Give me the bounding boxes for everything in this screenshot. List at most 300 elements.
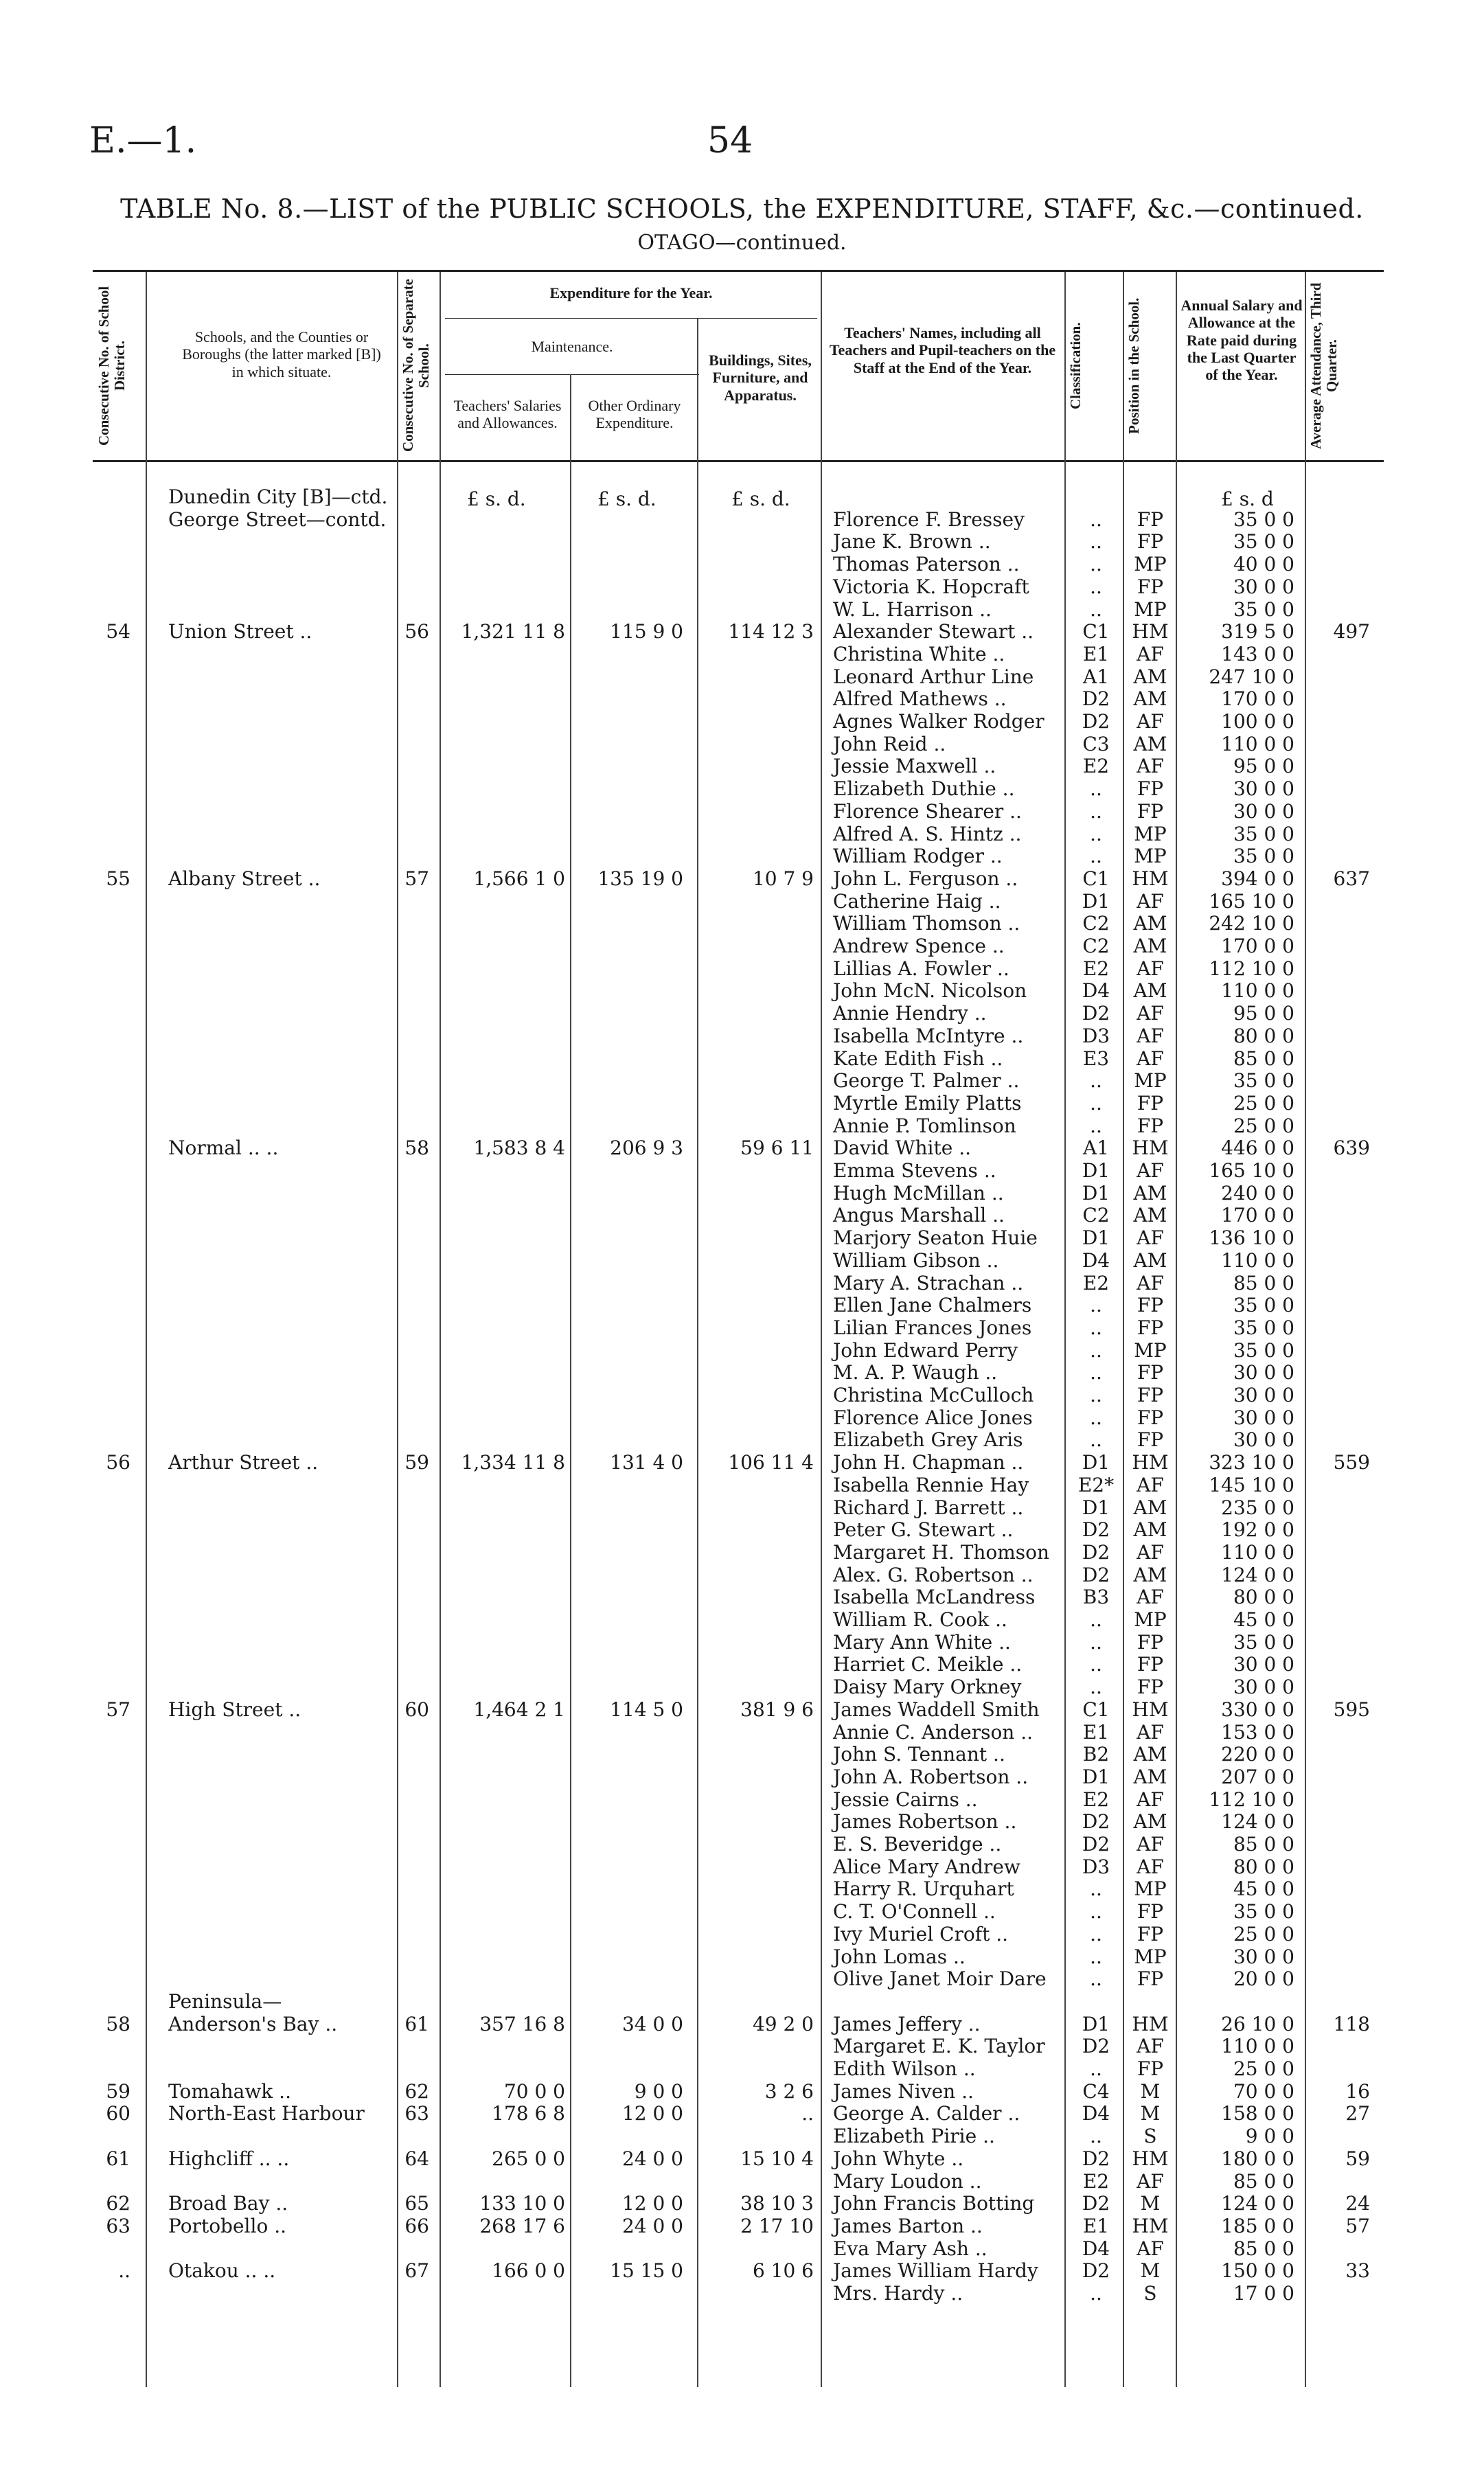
teacher-name: John Edward Perry: [833, 1338, 1018, 1362]
separate-no: 59: [404, 1451, 429, 1474]
annual-salary: 323 10 0: [1209, 1451, 1294, 1474]
other-expenditure: 24 0 0: [621, 2214, 683, 2237]
table-row: [0, 1878, 1484, 1901]
header-classification: Classification.: [1067, 322, 1084, 409]
attendance: 33: [1345, 2259, 1370, 2283]
school-name: Union Street ..: [168, 620, 312, 643]
classification: D2: [1082, 687, 1110, 711]
annual-salary: 124 0 0: [1221, 1563, 1294, 1586]
table-row: [0, 823, 1484, 846]
attendance: 639: [1333, 1137, 1370, 1160]
position: MP: [1134, 597, 1167, 621]
other-expenditure: 24 0 0: [621, 2147, 683, 2170]
classification: D1: [1082, 889, 1110, 913]
district-no: 55: [106, 867, 130, 890]
classification: D2: [1082, 2192, 1110, 2215]
table-row: [0, 1093, 1484, 1115]
classification: ..: [1090, 845, 1102, 868]
classification: ..: [1090, 1316, 1102, 1339]
teacher-name: Andrew Spence ..: [833, 935, 1005, 957]
teacher-name: C. T. O'Connell ..: [833, 1900, 996, 1923]
teacher-name: William Gibson ..: [833, 1248, 999, 1272]
school-name: Dunedin City [B]—ctd.: [168, 486, 388, 508]
teacher-name: Mrs. Hardy ..: [833, 2282, 963, 2305]
position: AF: [1137, 889, 1164, 913]
salaries: 1,583 8 4: [473, 1137, 565, 1160]
table-row: [0, 1452, 1484, 1474]
table-row: [0, 1317, 1484, 1340]
table-row: [0, 2125, 1484, 2148]
position: AM: [1133, 1518, 1167, 1542]
annual-salary: 110 0 0: [1221, 732, 1294, 755]
classification: ..: [1090, 575, 1102, 598]
table-row: [0, 1340, 1484, 1362]
teacher-name: Christina White ..: [833, 642, 1005, 665]
classification: ..: [1090, 799, 1102, 823]
separate-no: 65: [404, 2192, 429, 2215]
annual-salary: 110 0 0: [1221, 2035, 1294, 2058]
units-buildings: £ s. d.: [731, 488, 790, 510]
header-salaries: Teachers' Salaries and Allowances.: [453, 397, 562, 432]
position: FP: [1137, 1428, 1164, 1452]
teacher-name: Margaret E. K. Taylor: [833, 2035, 1045, 2058]
table-row: [0, 1497, 1484, 1520]
table-subtitle: OTAGO—continued.: [637, 231, 847, 255]
teacher-name: Richard J. Barrett ..: [833, 1496, 1024, 1519]
table-row: [0, 1250, 1484, 1272]
buildings: 6 10 6: [752, 2259, 814, 2283]
table-row: [0, 1609, 1484, 1632]
district-no: 61: [106, 2147, 130, 2170]
teacher-name: Mary A. Strachan ..: [833, 1271, 1024, 1294]
separate-no: 58: [404, 1137, 429, 1160]
header-other: Other Ordinary Expenditure.: [588, 397, 681, 432]
position: AF: [1137, 1159, 1164, 1182]
other-expenditure: 114 5 0: [610, 1698, 683, 1721]
table-row: [0, 1901, 1484, 1923]
position: S: [1143, 2125, 1157, 2148]
buildings: 15 10 4: [740, 2147, 814, 2170]
teacher-name: Alex. G. Robertson ..: [833, 1563, 1034, 1586]
position: MP: [1134, 822, 1167, 845]
table-title: TABLE No. 8.—LIST of the PUBLIC SCHOOLS, the EXPENDITURE, STAFF, &c.—continued.: [120, 194, 1364, 224]
table-row: [0, 755, 1484, 778]
table-row: [0, 2081, 1484, 2103]
position: AM: [1133, 687, 1167, 711]
teacher-name: Leonard Arthur Line: [833, 665, 1034, 688]
position: AF: [1137, 1855, 1164, 1878]
teacher-name: James William Hardy: [833, 2259, 1038, 2283]
table-row: [0, 1272, 1484, 1295]
annual-salary: 35 0 0: [1233, 1630, 1294, 1654]
classification: C2: [1082, 935, 1110, 957]
annual-salary: 20 0 0: [1233, 1967, 1294, 1991]
annual-salary: 124 0 0: [1221, 1810, 1294, 1834]
teacher-name: Alice Mary Andrew: [833, 1855, 1020, 1878]
annual-salary: 158 0 0: [1221, 2102, 1294, 2125]
separate-no: 66: [404, 2214, 429, 2237]
attendance: 59: [1345, 2147, 1370, 2170]
table-row: [0, 1362, 1484, 1384]
classification: D3: [1082, 1855, 1110, 1878]
other-expenditure: 115 9 0: [610, 620, 683, 643]
position: HM: [1132, 1451, 1169, 1474]
header-separate-no: Consecutive No. of Separate School.: [400, 279, 433, 453]
position: AF: [1137, 1833, 1164, 1856]
table-row: [0, 1429, 1484, 1452]
position: HM: [1132, 620, 1169, 643]
position: AM: [1133, 665, 1167, 688]
page-reference: E.—1.: [89, 120, 197, 161]
position: AF: [1137, 1788, 1164, 1811]
separate-no: 63: [404, 2102, 429, 2125]
annual-salary: 45 0 0: [1233, 1608, 1294, 1631]
teacher-name: Lillias A. Fowler ..: [833, 957, 1009, 980]
annual-salary: 30 0 0: [1233, 799, 1294, 823]
district-no: 56: [106, 1451, 130, 1474]
annual-salary: 85 0 0: [1233, 1047, 1294, 1070]
position: AF: [1137, 957, 1164, 980]
position: AM: [1133, 1810, 1167, 1834]
table-row: [0, 1586, 1484, 1609]
separate-no: 57: [404, 867, 429, 890]
classification: D2: [1082, 1540, 1110, 1564]
annual-salary: 394 0 0: [1221, 867, 1294, 890]
teacher-name: Florence Shearer ..: [833, 799, 1022, 823]
annual-salary: 110 0 0: [1221, 1248, 1294, 1272]
position: AF: [1137, 2169, 1164, 2193]
annual-salary: 35 0 0: [1233, 1069, 1294, 1093]
position: MP: [1134, 1338, 1167, 1362]
position: AM: [1133, 1181, 1167, 1205]
teacher-name: William Thomson ..: [833, 912, 1020, 935]
units-other: £ s. d.: [597, 488, 657, 510]
classification: D1: [1082, 1451, 1110, 1474]
table-row: [0, 1654, 1484, 1676]
teacher-name: John A. Robertson ..: [833, 1765, 1029, 1788]
classification: ..: [1090, 1900, 1102, 1923]
table-row: [0, 1205, 1484, 1227]
position: AM: [1133, 1204, 1167, 1227]
table-row: [0, 1676, 1484, 1699]
teacher-name: Alexander Stewart ..: [833, 620, 1034, 643]
salaries: 1,464 2 1: [473, 1698, 565, 1721]
teacher-name: John S. Tennant ..: [833, 1743, 1005, 1766]
salaries: 1,334 11 8: [461, 1451, 565, 1474]
table-row: [0, 1923, 1484, 1946]
table-row: [0, 2058, 1484, 2081]
table-row: [0, 958, 1484, 981]
classification: ..: [1090, 777, 1102, 801]
position: S: [1143, 2282, 1157, 2305]
position: HM: [1132, 2214, 1169, 2237]
annual-salary: 165 10 0: [1209, 1159, 1294, 1182]
school-name: Peninsula—: [168, 1989, 282, 2013]
header-school: Schools, and the Counties or Boroughs (the latter marked [B]) in which situate.: [182, 328, 381, 380]
buildings: 59 6 11: [740, 1137, 814, 1160]
table-row: [0, 913, 1484, 935]
annual-salary: 235 0 0: [1221, 1496, 1294, 1519]
annual-salary: 446 0 0: [1221, 1137, 1294, 1160]
classification: B2: [1082, 1743, 1110, 1766]
annual-salary: 242 10 0: [1209, 912, 1294, 935]
position: MP: [1134, 1608, 1167, 1631]
separate-no: 62: [404, 2079, 429, 2103]
annual-salary: 85 0 0: [1233, 2237, 1294, 2260]
classification: A1: [1082, 665, 1110, 688]
table-row: [0, 688, 1484, 711]
position: AF: [1137, 1024, 1164, 1047]
salaries: 1,566 1 0: [473, 867, 565, 890]
position: AM: [1133, 935, 1167, 957]
header-buildings: Buildings, Sites, Furniture, and Apparatus.: [709, 352, 812, 404]
position: FP: [1137, 1900, 1164, 1923]
table-row: [0, 2193, 1484, 2215]
classification: A1: [1082, 1137, 1110, 1160]
teacher-name: James Waddell Smith: [833, 1698, 1040, 1721]
annual-salary: 26 10 0: [1221, 2012, 1294, 2035]
classification: E3: [1082, 1047, 1110, 1070]
table-row: [0, 1137, 1484, 1160]
classification: ..: [1090, 597, 1102, 621]
annual-salary: 25 0 0: [1233, 1114, 1294, 1137]
teacher-name: Margaret H. Thomson: [833, 1540, 1050, 1564]
teacher-name: George T. Palmer ..: [833, 1069, 1020, 1093]
position: FP: [1137, 507, 1164, 531]
table-row: [0, 599, 1484, 621]
annual-salary: 35 0 0: [1233, 1294, 1294, 1317]
teacher-name: John Reid ..: [833, 732, 946, 755]
attendance: 595: [1333, 1698, 1370, 1721]
header-attendance: Average Attendance, Third Quarter.: [1308, 282, 1340, 449]
teacher-name: John Whyte ..: [833, 2147, 964, 2170]
table-row: [0, 1183, 1484, 1205]
table-row: [0, 980, 1484, 1003]
classification: B3: [1082, 1586, 1110, 1609]
classification: ..: [1090, 1338, 1102, 1362]
table-row: [0, 1766, 1484, 1789]
table-row: [0, 733, 1484, 756]
annual-salary: 35 0 0: [1233, 1316, 1294, 1339]
teacher-name: John Lomas ..: [833, 1945, 966, 1968]
school-name: Arthur Street ..: [168, 1451, 319, 1474]
annual-salary: 240 0 0: [1221, 1181, 1294, 1205]
annual-salary: 35 0 0: [1233, 597, 1294, 621]
table-row: [0, 1294, 1484, 1317]
teacher-name: Alfred A. S. Hintz ..: [833, 822, 1022, 845]
table-row: [0, 2283, 1484, 2305]
table-row: [0, 1160, 1484, 1183]
table-row: [0, 1946, 1484, 1969]
table-row: [0, 1474, 1484, 1497]
salaries: 70 0 0: [503, 2079, 565, 2103]
teacher-name: E. S. Beveridge ..: [833, 1833, 1002, 1856]
teacher-name: Florence Alice Jones: [833, 1406, 1033, 1429]
position: FP: [1137, 1091, 1164, 1115]
other-expenditure: 15 15 0: [610, 2259, 683, 2283]
teacher-name: Agnes Walker Rodger: [833, 710, 1044, 733]
annual-salary: 25 0 0: [1233, 1922, 1294, 1945]
classification: ..: [1090, 1384, 1102, 1406]
page-number: 54: [707, 120, 753, 161]
table-row: [0, 2035, 1484, 2058]
teacher-name: Ivy Muriel Croft ..: [833, 1922, 1009, 1945]
annual-salary: 30 0 0: [1233, 1384, 1294, 1406]
table-row: [0, 643, 1484, 666]
annual-salary: 150 0 0: [1221, 2259, 1294, 2283]
annual-salary: 95 0 0: [1233, 1002, 1294, 1025]
position: FP: [1137, 530, 1164, 553]
position: AF: [1137, 1226, 1164, 1250]
position: M: [1140, 2259, 1161, 2283]
teacher-name: W. L. Harrison ..: [833, 597, 992, 621]
table-row: [0, 2171, 1484, 2193]
teacher-name: Lilian Frances Jones: [833, 1316, 1032, 1339]
classification: C3: [1082, 732, 1110, 755]
position: M: [1140, 2192, 1161, 2215]
position: MP: [1134, 845, 1167, 868]
table-row: [0, 1048, 1484, 1071]
table-row: [0, 621, 1484, 643]
table-row: [0, 891, 1484, 913]
table-row: [0, 845, 1484, 868]
school-name: Tomahawk ..: [168, 2079, 291, 2103]
district-no: 58: [106, 2012, 130, 2035]
annual-salary: 25 0 0: [1233, 1091, 1294, 1115]
school-name: Albany Street ..: [168, 867, 321, 890]
table-row: [0, 576, 1484, 599]
district-no: 59: [106, 2079, 130, 2103]
annual-salary: 35 0 0: [1233, 1338, 1294, 1362]
position: FP: [1137, 1294, 1164, 1317]
school-name: George Street—contd.: [168, 507, 387, 531]
classification: E2: [1082, 1271, 1110, 1294]
annual-salary: 247 10 0: [1209, 665, 1294, 688]
table-row: [0, 509, 1484, 532]
district-no: 60: [106, 2102, 130, 2125]
classification: ..: [1090, 1653, 1102, 1676]
teacher-name: Olive Janet Moir Dare: [833, 1967, 1047, 1991]
classification: ..: [1090, 1922, 1102, 1945]
annual-salary: 153 0 0: [1221, 1720, 1294, 1744]
classification: E1: [1082, 642, 1110, 665]
position: AM: [1133, 979, 1167, 1003]
header-teachers: Teachers' Names, including all Teachers and Pupil-teachers on the Staff at the End of the Year.: [829, 324, 1056, 376]
annual-salary: 319 5 0: [1221, 620, 1294, 643]
annual-salary: 330 0 0: [1221, 1698, 1294, 1721]
annual-salary: 95 0 0: [1233, 755, 1294, 778]
annual-salary: 70 0 0: [1233, 2079, 1294, 2103]
table-row: [0, 486, 1484, 509]
annual-salary: 145 10 0: [1209, 1473, 1294, 1496]
table-row: [0, 1744, 1484, 1766]
annual-salary: 180 0 0: [1221, 2147, 1294, 2170]
classification: E2: [1082, 957, 1110, 980]
classification: ..: [1090, 1630, 1102, 1654]
annual-salary: 207 0 0: [1221, 1765, 1294, 1788]
teacher-name: Daisy Mary Orkney: [833, 1676, 1022, 1699]
classification: ..: [1090, 2057, 1102, 2080]
position: HM: [1132, 1137, 1169, 1160]
annual-salary: 110 0 0: [1221, 979, 1294, 1003]
school-name: Anderson's Bay ..: [168, 2012, 338, 2035]
position: FP: [1137, 1676, 1164, 1699]
position: FP: [1137, 1406, 1164, 1429]
attendance: 118: [1333, 2012, 1370, 2035]
other-expenditure: 135 19 0: [597, 867, 683, 890]
position: AM: [1133, 912, 1167, 935]
annual-salary: 35 0 0: [1233, 845, 1294, 868]
classification: ..: [1090, 553, 1102, 576]
annual-salary: 112 10 0: [1209, 957, 1294, 980]
teacher-name: James Robertson ..: [833, 1810, 1017, 1834]
annual-salary: 30 0 0: [1233, 1428, 1294, 1452]
position: FP: [1137, 1316, 1164, 1339]
annual-salary: 143 0 0: [1221, 642, 1294, 665]
classification: ..: [1090, 1945, 1102, 1968]
table-row: [0, 1968, 1484, 1991]
teacher-name: Emma Stevens ..: [833, 1159, 996, 1182]
attendance: 57: [1345, 2214, 1370, 2237]
classification: ..: [1090, 1967, 1102, 1991]
separate-no: 60: [404, 1698, 429, 1721]
teacher-name: John McN. Nicolson: [833, 979, 1027, 1003]
annual-salary: 170 0 0: [1221, 687, 1294, 711]
table-row: [0, 2260, 1484, 2283]
classification: D4: [1082, 2237, 1110, 2260]
classification: D1: [1082, 1181, 1110, 1205]
teacher-name: Mary Ann White ..: [833, 1630, 1011, 1654]
annual-salary: 192 0 0: [1221, 1518, 1294, 1542]
classification: E2: [1082, 755, 1110, 778]
separate-no: 67: [404, 2259, 429, 2283]
classification: D2: [1082, 710, 1110, 733]
classification: D1: [1082, 1159, 1110, 1182]
buildings: ..: [801, 2102, 814, 2125]
annual-salary: 35 0 0: [1233, 530, 1294, 553]
position: MP: [1134, 1877, 1167, 1901]
annual-salary: 30 0 0: [1233, 1406, 1294, 1429]
teacher-name: Elizabeth Grey Aris: [833, 1428, 1023, 1452]
position: HM: [1132, 2012, 1169, 2035]
buildings: 10 7 9: [752, 867, 814, 890]
table-row: [0, 801, 1484, 823]
annual-salary: 40 0 0: [1233, 553, 1294, 576]
teacher-name: Peter G. Stewart ..: [833, 1518, 1014, 1542]
table-row: [0, 531, 1484, 553]
classification: ..: [1090, 1406, 1102, 1429]
teacher-name: Angus Marshall ..: [833, 1204, 1005, 1227]
other-expenditure: 34 0 0: [621, 2012, 683, 2035]
classification: D2: [1082, 2035, 1110, 2058]
table-row: [0, 1722, 1484, 1744]
table-row: [0, 1384, 1484, 1407]
classification: D2: [1082, 2147, 1110, 2170]
table-row: [0, 2148, 1484, 2171]
header-annual-salary: Annual Salary and Allowance at the Rate paid during the Last Quarter of the Year.: [1180, 297, 1303, 384]
position: FP: [1137, 1967, 1164, 1991]
buildings: 106 11 4: [728, 1451, 814, 1474]
classification: ..: [1090, 1608, 1102, 1631]
annual-salary: 30 0 0: [1233, 575, 1294, 598]
position: M: [1140, 2102, 1161, 2125]
classification: D1: [1082, 1496, 1110, 1519]
table-row: [0, 2238, 1484, 2261]
position: AF: [1137, 1473, 1164, 1496]
table-row: [0, 1519, 1484, 1542]
annual-salary: 80 0 0: [1233, 1024, 1294, 1047]
attendance: 637: [1333, 867, 1370, 890]
